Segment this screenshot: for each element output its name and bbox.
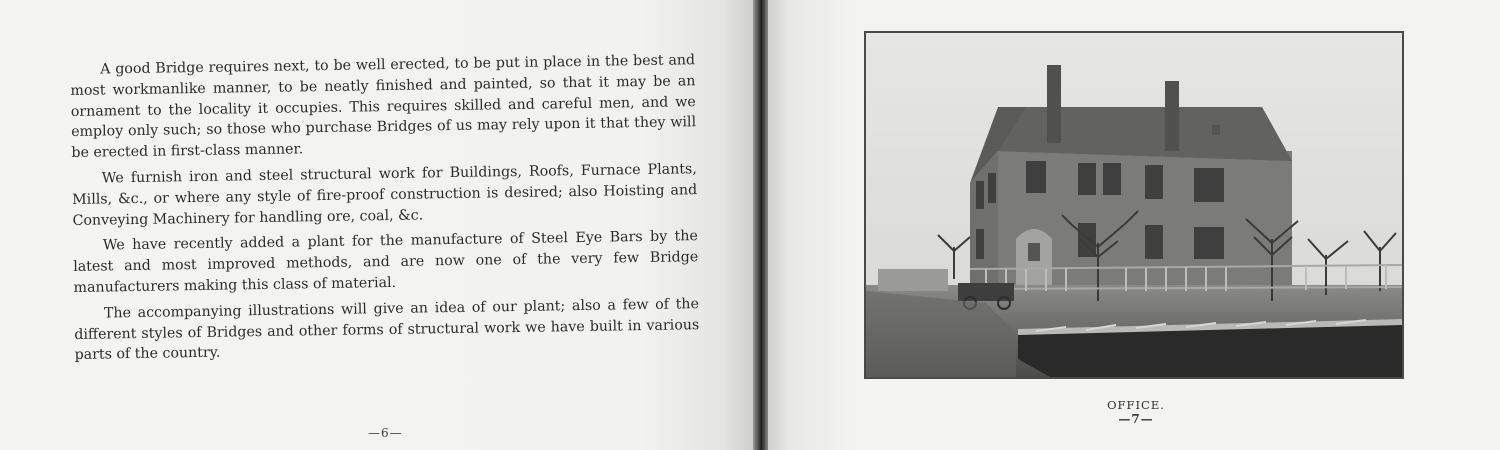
paragraph: The accompanying illustrations will give an idea of our plant; also a few of the different styles of Bridges and other forms of structural work we have built in various parts of the country.	[74, 295, 700, 364]
paragraph: A good Bridge requires next, to be well erected, to be put in place in the best and most workmanlike manner, to be neatly finished and painted, so that it may be an ornament to the locality it occupies. This requires skilled and careful men, and we employ only such; so those who purchase Bridges of us may rely upon it that they will be erected in first-class manner.	[70, 52, 697, 162]
page-number-left: —6—	[368, 426, 403, 440]
body-text	[70, 50, 700, 371]
right-page	[768, 0, 1500, 450]
photo-caption: OFFICE.	[1107, 398, 1165, 412]
page-number-right: —7—	[1118, 412, 1154, 426]
book-gutter	[753, 0, 768, 450]
paragraph: We have recently added a plant for the manufacture of Steel Eye Bars by the latest and most improved methods, and are now one of the very few Bridge manufacturers making this class of material.	[73, 228, 699, 296]
paragraph: We furnish iron and steel structural work for Buildings, Roofs, Furnace Plants, Mills, &c., or where any style of fire-proof construction is desired; also Hoisting and Conveying Machinery for handling ore, coal, &c.	[72, 161, 698, 229]
office-photograph	[864, 31, 1404, 379]
office-building-image	[866, 33, 1402, 377]
